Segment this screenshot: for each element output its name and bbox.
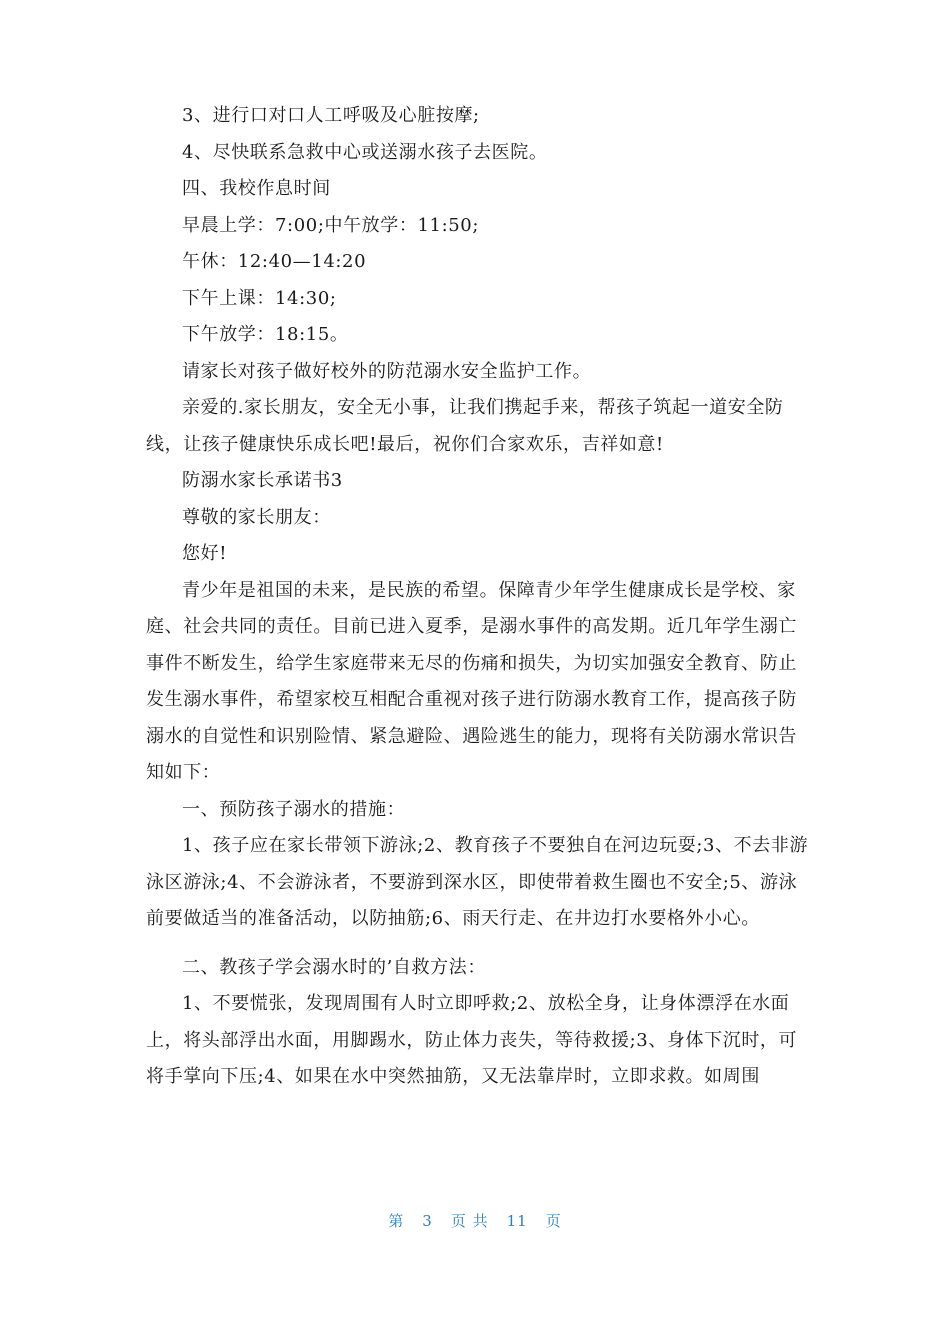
page-footer xyxy=(0,1210,950,1231)
footer-suffix: 页 xyxy=(545,1212,562,1230)
paragraph-parent-request: 请家长对孩子做好校外的防范溺水安全监护工作。 xyxy=(182,360,592,382)
paragraph-introduction: 青少年是祖国的未来，是民族的希望。保障青少年学生健康成长是学校、家庭、社会共同的责任。目前已进入夏季，是溺水事件的高发期。近几年学生溺亡事件不断发生，给学生家庭带来无尽的伤痛和损失，为切实加强安全教育、防止发生溺水事件，希望家校互相配合重视对孩子进行防溺水教育工作，提高孩子防溺水的自觉性和识别险情、紧急避险、遇险逃生的能力，现将有关防溺水常识告知如下： xyxy=(146,579,797,783)
schedule-noon-rest: 午休：12:40—14:20 xyxy=(182,251,367,272)
schedule-afternoon-class: 下午上课：14:30; xyxy=(182,287,337,309)
schedule-afternoon-dismissal: 下午放学：18:15。 xyxy=(182,324,349,345)
letter-salutation: 尊敬的家长朋友： xyxy=(182,506,331,528)
footer-prefix: 第 xyxy=(388,1212,405,1230)
footer-current-page: 3 xyxy=(422,1212,433,1230)
paragraph-closing-wish: 亲爱的.家长朋友，安全无小事，让我们携起手来，帮孩子筑起一道安全防线，让孩子健康快乐成长吧!最后，祝你们合家欢乐，吉祥如意! xyxy=(146,397,784,455)
section-heading-prevention: 一、预防孩子溺水的措施： xyxy=(182,798,406,820)
paragraph-cpr-step: 3、进行口对口人工呼吸及心脏按摩; xyxy=(182,105,480,126)
footer-middle: 页 共 xyxy=(450,1212,489,1230)
schedule-morning: 早晨上学：7:00;中午放学：11:50; xyxy=(182,214,480,236)
section-heading-self-rescue: 二、教孩子学会溺水时的’自救方法： xyxy=(182,956,486,978)
document-body xyxy=(146,98,810,1096)
section-heading-schedule: 四、我校作息时间 xyxy=(182,178,331,199)
letter-greeting: 您好! xyxy=(182,543,228,564)
paragraph-prevention-measures: 1、孩子应在家长带领下游泳;2、教育孩子不要独自在河边玩耍;3、不去非游泳区游泳;4、不会游泳者，不要游到深水区，即使带着救生圈也不安全;5、游泳前要做适当的准备活动，以防抽筋;6、雨天行走、在井边打水要格外小心。 xyxy=(146,835,809,929)
footer-total-pages: 11 xyxy=(506,1212,528,1230)
paragraph-self-rescue-methods: 1、不要慌张，发现周围有人时立即呼救;2、放松全身，让身体漂浮在水面上，将头部浮出水面，用脚踢水，防止体力丧失，等待救援;3、身体下沉时，可将手掌向下压;4、如果在水中突然抽筋，又无法靠岸时，立即求救。如周围 xyxy=(146,993,798,1087)
paragraph-hospital-step: 4、尽快联系急救中心或送溺水孩子去医院。 xyxy=(182,141,548,163)
letter-title: 防溺水家长承诺书3 xyxy=(182,470,343,491)
